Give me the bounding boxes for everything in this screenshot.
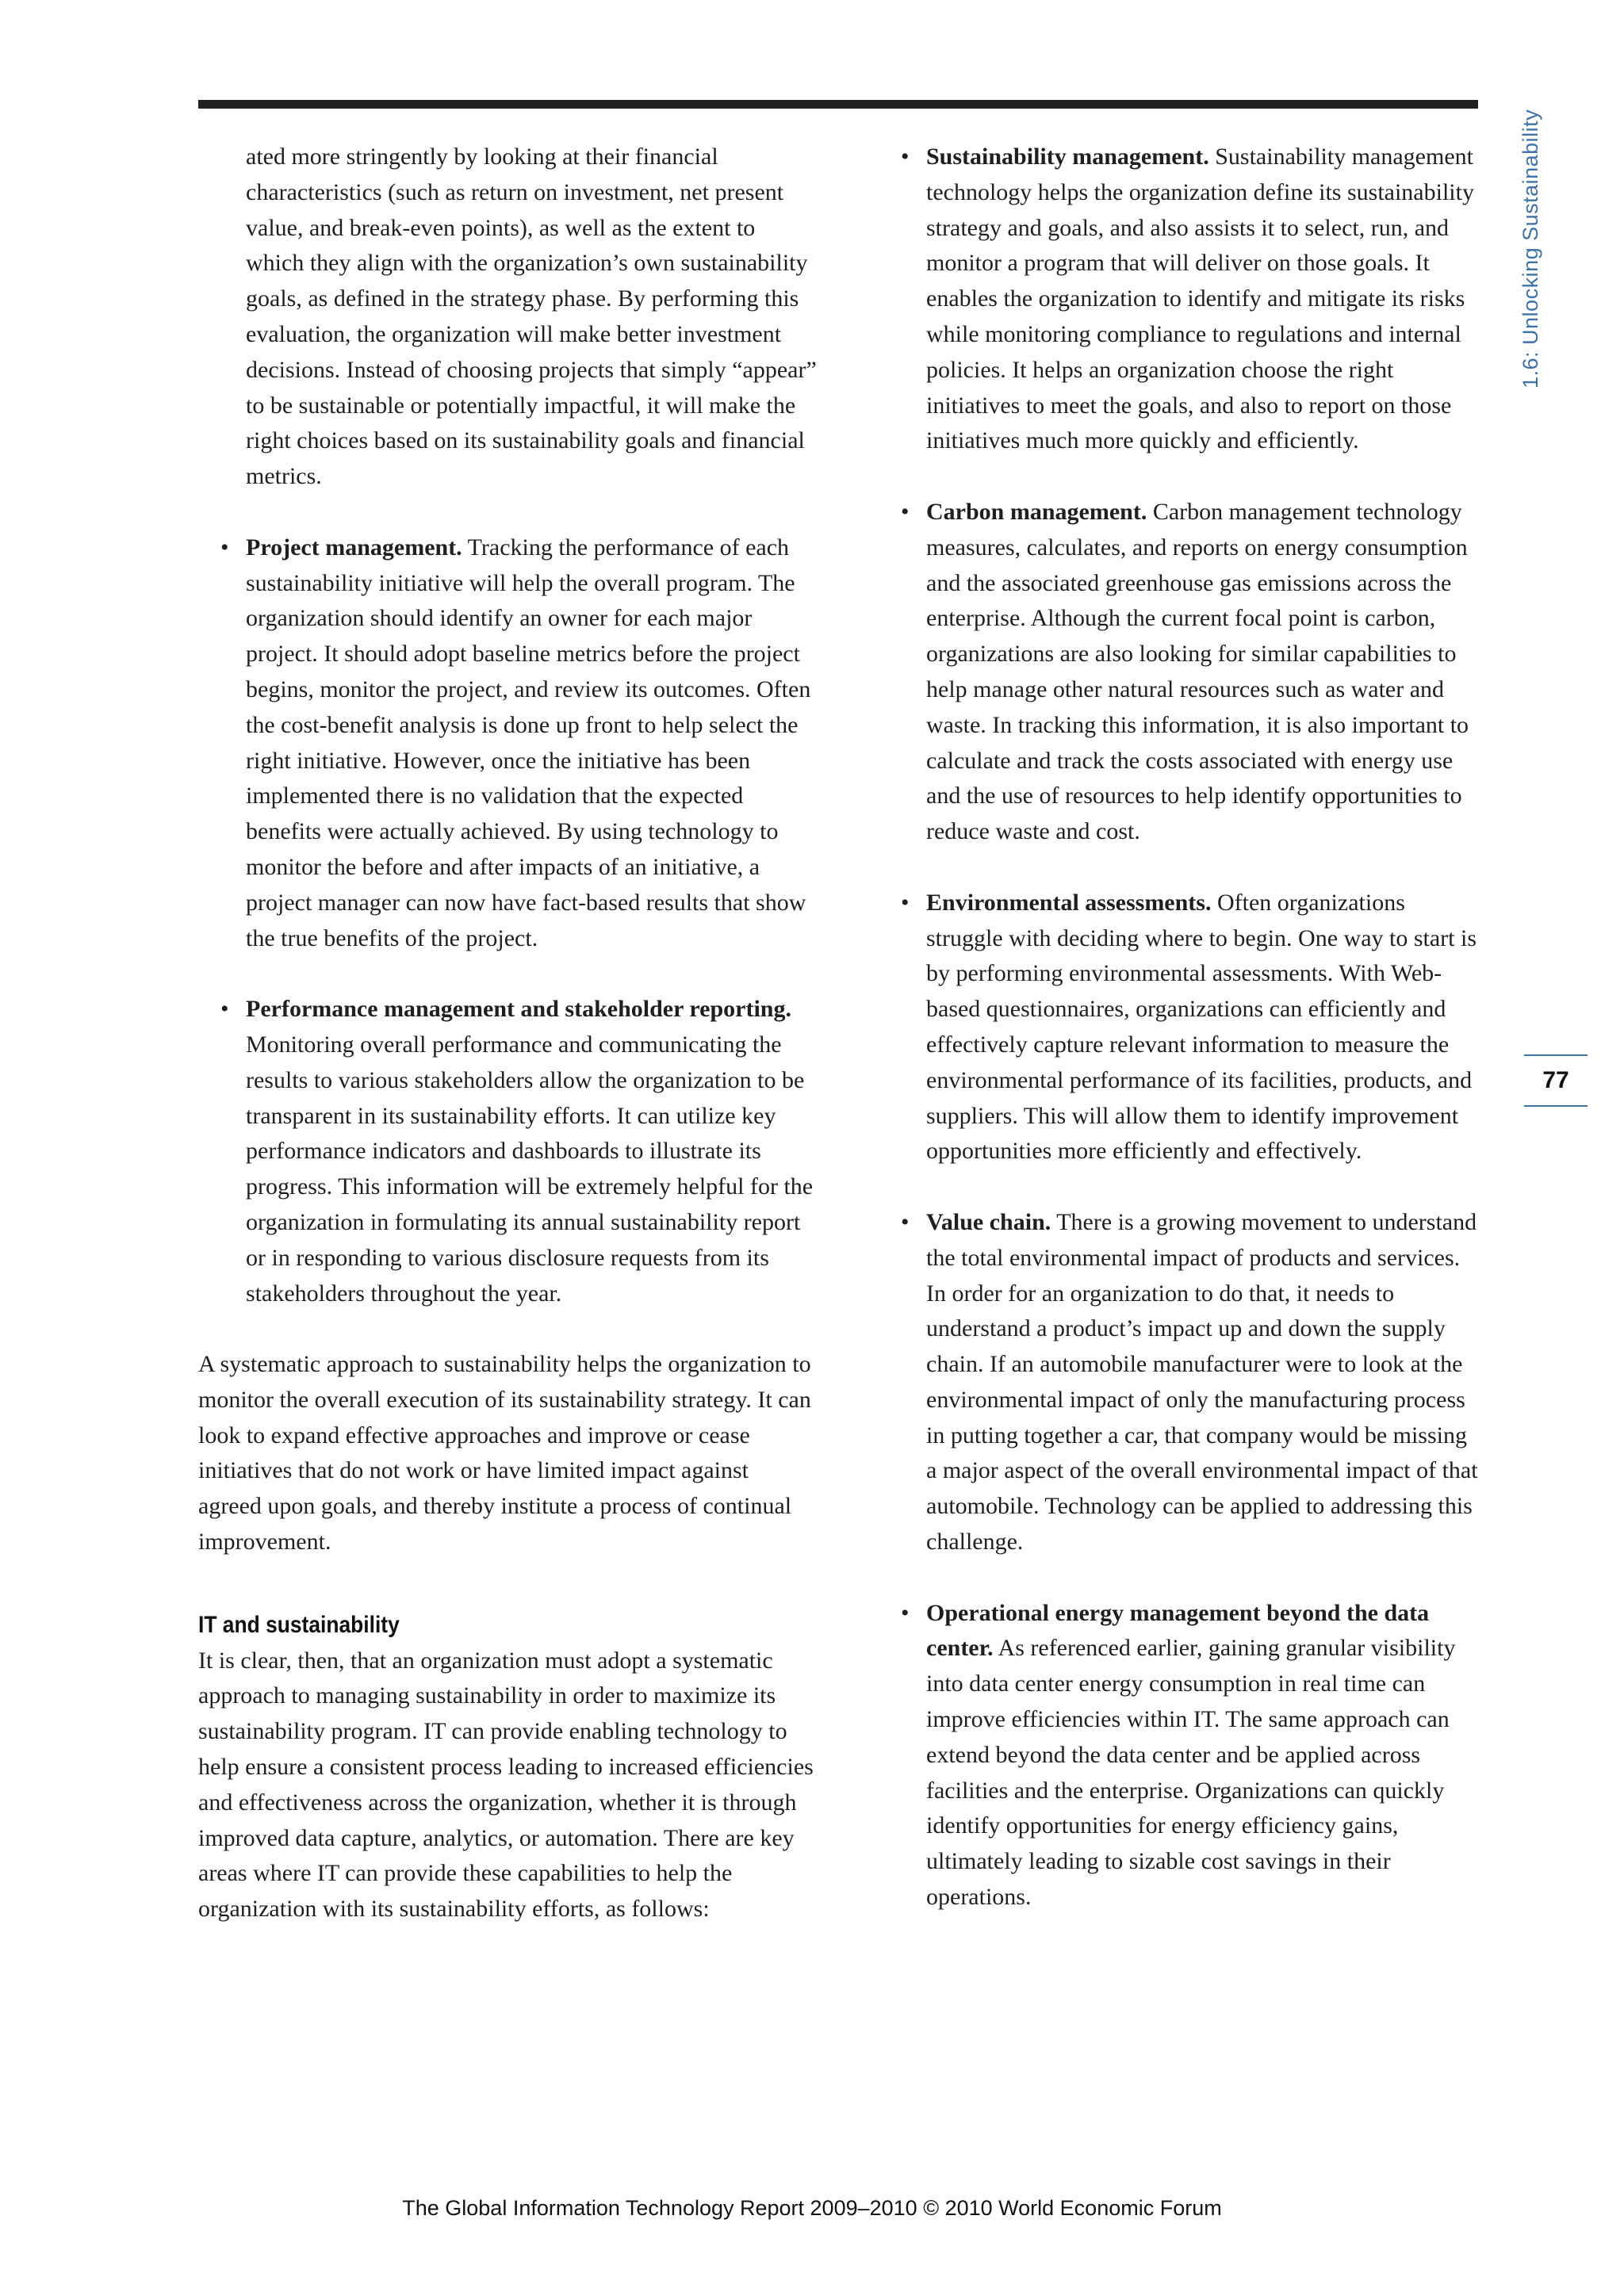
bullet-text: As referenced earlier, gaining granular visibility into data center energy consumption in real time can improve efficiencies within IT. The same approach can extend beyond the data center and be applied across facilities and the enterprise. Organizations can quickly identify opportunities for energy efficiency gains, ultimately leading to sizable cost savings in their operations. (926, 1635, 1456, 1911)
bullet-title: Performance management and stakeholder reporting. (246, 996, 791, 1023)
bullet-title: Environmental assessments. (926, 889, 1212, 916)
bullet-glyph: • (901, 144, 910, 170)
page-number-rule-top (1524, 1054, 1588, 1056)
bullet-text: Carbon management technology measures, calculates, and reports on energy consumption and the associated greenhouse gas emissions across the enterprise. Although the current focal point is carbon, organizations are also looking for similar capabilities to help manage other natural resources such as water and waste. In tracking this information, it is also important to calculate and track the costs associated with energy use and the use of resources to help identify opportunities to reduce waste and cost. (926, 498, 1469, 845)
section-tab-label: 1.6: Unlocking Sustainability (1519, 109, 1542, 388)
section-heading: IT and sustainability (198, 1611, 400, 1638)
bullet-operational-energy (879, 1596, 1478, 1915)
bullet-value-chain (879, 1205, 1478, 1560)
bullet-text: Sustainability management technology helps the organization define its sustainability strategy and goals, and also assists it to select, run, and monitor a program that will deliver on those goals. It enables the organization to identify and mitigate its risks while monitoring compliance to regulations and internal policies. It helps an organization choose the right initiatives to meet the goals, and also to report on those initiatives much more quickly and efficiently. (926, 144, 1474, 454)
continuation-paragraph: ated more stringently by looking at their financial characteristics (such as return on investment, net present value, and break-even points), as well as the extent to which they align with the organization’s own sustainability goals, as defined in the strategy phase. By performing this evaluation, the organization will make better investment decisions. Instead of choosing projects that simply “appear” to be sustainable or potentially impactful, it will make the right choices based on its sustainability goals and financial metrics. (246, 144, 817, 490)
bullet-title: Sustainability management. (926, 144, 1209, 170)
left-column (198, 140, 817, 1927)
bullet-title: Operational energy management beyond the data center. (926, 1599, 1430, 1662)
bullet-text: Monitoring overall performance and communicating the results to various stakeholders allow the organization to be transparent in its sustainability efforts. It can utilize key performance indicators and dashboards to illustrate its progress. This information will be extremely helpful for the organization in formulating its annual sustainability report or in responding to various disclosure requests from its stakeholders throughout the year. (246, 1031, 814, 1307)
page-number: 77 (1542, 1067, 1569, 1093)
bullet-performance-management (198, 992, 817, 1311)
bullet-glyph: • (901, 1208, 910, 1235)
bullet-glyph: • (901, 498, 910, 525)
bullet-glyph: • (220, 534, 229, 561)
bullet-glyph: • (901, 1599, 910, 1626)
bullet-sustainability-management (879, 140, 1478, 459)
bullet-title: Value chain. (926, 1208, 1051, 1235)
bullet-glyph: • (220, 996, 229, 1023)
bullet-project-management (198, 530, 817, 957)
bullet-text: Often organizations struggle with deciding where to begin. One way to start is by performing environmental assessments. With Web-based questionnaires, organizations can efficiently and effectively capture relevant information to measure the environmental performance of its facilities, products, and suppliers. This will allow them to identify improvement opportunities more efficiently and effectively. (926, 889, 1477, 1165)
systematic-approach-paragraph: A systematic approach to sustainability helps the organization to monitor the overall execution of its sustainability strategy. It can look to expand effective approaches and improve or cease initiatives that do not work or have limited impact against agreed upon goals, and thereby institute a process of continual improvement. (198, 1351, 811, 1556)
top-rule (198, 100, 1478, 109)
it-sustainability-paragraph: It is clear, then, that an organization must adopt a systematic approach to managing sustainability in order to maximize its sustainability program. IT can provide enabling technology to help ensure a consistent process leading to increased efficiencies and effectiveness across the organization, whether it is through improved data capture, analytics, or automation. There are key areas where IT can provide these capabilities to help the organization with its sustainability efforts, as follows: (198, 1647, 814, 1923)
bullet-environmental-assessments (879, 886, 1478, 1169)
bullet-text: Tracking the performance of each sustainability initiative will help the overall program. The organization should identify an owner for each major project. It should adopt baseline metrics before the project begins, monitor the project, and review its outcomes. Often the cost-benefit analysis is done up front to help select the right initiative. However, once the initiative has been implemented there is no validation that the expected benefits were actually achieved. By using technology to monitor the before and after impacts of an initiative, a project manager can now have fact-based results that show the true benefits of the project. (246, 534, 811, 951)
bullet-title: Project management. (246, 534, 462, 561)
bullet-title: Carbon management. (926, 498, 1147, 525)
footer-credit: The Global Information Technology Report 2009–2010 © 2010 World Economic Forum (402, 2196, 1222, 2220)
page-number-rule-bottom (1524, 1105, 1588, 1107)
bullet-text: There is a growing movement to understand the total environmental impact of products and services. In order for an organization to do that, it needs to understand a product’s impact up and down the supply chain. If an automobile manufacturer were to look at the environmental impact of only the manufacturing process in putting together a car, that company would be missing a major aspect of the overall environmental impact of that automobile. Technology can be applied to addressing this challenge. (926, 1208, 1478, 1556)
bullet-carbon-management (879, 495, 1478, 850)
right-column (879, 140, 1478, 1915)
bullet-glyph: • (901, 889, 910, 916)
